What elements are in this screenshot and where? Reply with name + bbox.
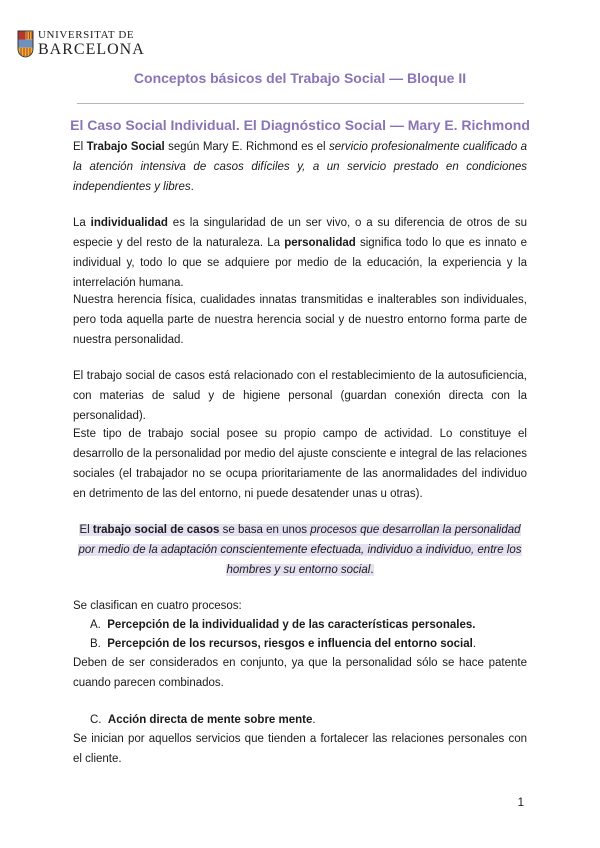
list-item-c: C. Acción directa de mente sobre mente. [90,714,316,726]
list-item-b: B. Percepción de los recursos, riesgos e influencia del entorno social. [90,638,477,650]
paragraph-clasificacion: Se clasifican en cuatro procesos: [73,600,242,612]
paragraph-servicios: Se inician por aquellos servicios que tienden a fortalecer las relaciones personales con el cliente. [73,733,527,765]
paragraph-highlighted-definition: El trabajo social de casos se basa en unos procesos que desarrollan la personalidad por medio de la adaptación conscientemente efectuada, individuo a individuo, entre los hombres y su entorno social. [78,524,522,576]
document-title: Conceptos básicos del Trabajo Social — Bloque II [133,70,467,86]
list-item-a: A. Percepción de la individualidad y de las características personales. [90,619,476,631]
logo-text-line2: BARCELONA [38,41,145,58]
paragraph-individualidad: La individualidad es la singularidad de un ser vivo, o a su diferencia de otros de su especie y del resto de la naturaleza. La personalidad significa todo lo que es innato e individual y, todo lo que se adquiere por medio de la educación, la experiencia y la interrelación humana. [73,217,528,289]
logo-text-line1: UNIVERSITAT DE [38,29,135,41]
paragraph-campo-actividad: Este tipo de trabajo social posee su propio campo de actividad. Lo constituye el desarrollo de la personalidad por medio del ajuste consciente e integral de las relaciones sociales (el trabajador no se ocupa prioritariamente de las anormalidades del individuo en detrimento de las del entorno, ni puede desatender unas u otras). [73,428,527,500]
document-subtitle: El Caso Social Individual. El Diagnóstico Social — Mary E. Richmond [70,117,530,133]
page-number: 1 [517,797,524,809]
paragraph-conjunto: Deben de ser considerados en conjunto, ya que la personalidad sólo se hace patente cuando parecen combinados. [73,657,527,689]
paragraph-herencia: Nuestra herencia física, cualidades innatas transmitidas e inalterables son individuales, pero toda aquella parte de nuestra herencia social y de nuestro entorno forma parte de nuestra personalidad. [73,294,527,346]
paragraph-definition: El Trabajo Social según Mary E. Richmond es el servicio profesionalmente cualificado a la atención intensiva de casos difíciles y, a un servicio prestado en condiciones independientes y libres. [73,141,527,193]
university-logo [17,30,145,58]
paragraph-trabajo-casos: El trabajo social de casos está relacionado con el restablecimiento de la autosuficiencia, con materias de salud y de higiene personal (guardan conexión directa con la personalidad). [73,370,527,422]
university-shield-icon [17,30,34,58]
title-divider [77,103,524,104]
